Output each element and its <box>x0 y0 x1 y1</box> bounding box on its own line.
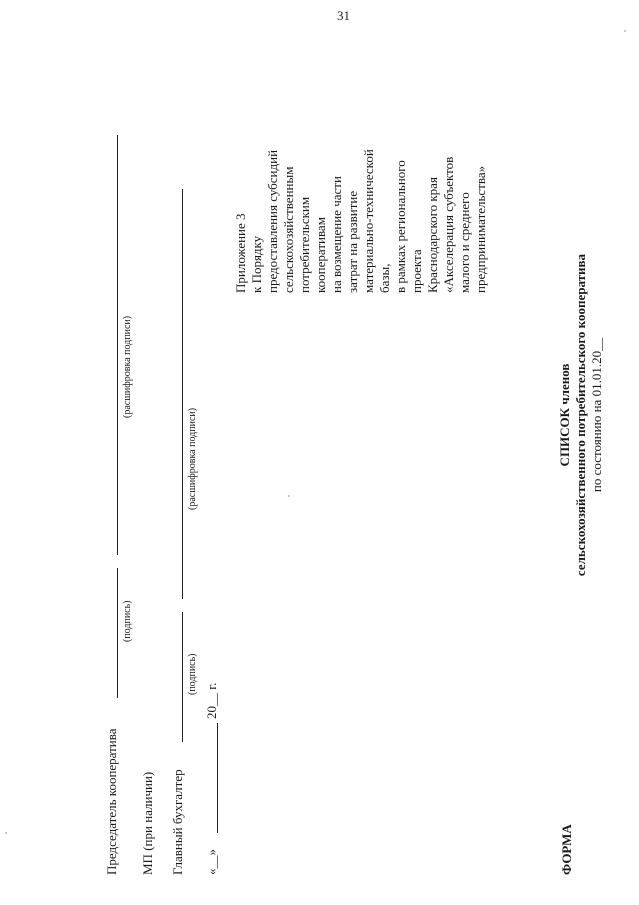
accountant-sign-line <box>182 612 183 742</box>
appendix-line: малого и среднего <box>457 192 472 293</box>
title-line-1: СПИСОК членов <box>557 363 572 467</box>
title-line-3: по состоянию на 01.01.20__ <box>589 337 604 493</box>
appendix-line: сельскохозяйственным <box>281 166 296 293</box>
appendix-line: базы, <box>377 263 392 293</box>
scan-speck <box>5 832 7 834</box>
appendix-line: проекта <box>409 249 424 293</box>
accountant-decode-caption: (расшифровка подписи) <box>187 407 198 510</box>
accountant-sign-caption: (подпись) <box>187 653 198 695</box>
date-year: 20__ г. <box>204 682 219 719</box>
appendix-line: потребительским <box>297 196 312 293</box>
chairman-sign-line <box>117 568 118 698</box>
date-prefix: «__» <box>204 849 219 875</box>
appendix-line: к Порядку <box>249 235 264 293</box>
title-line-2: сельскохозяйственного потребительского кооператива <box>573 253 588 577</box>
appendix-line: предпринимательства» <box>473 165 488 293</box>
form-label: ФОРМА <box>559 824 574 875</box>
appendix-line: в рамках регионального <box>393 160 408 293</box>
accountant-decode-line <box>182 189 183 599</box>
chairman-sign-caption: (подпись) <box>122 600 133 642</box>
appendix-line: материально-технической <box>361 149 376 293</box>
accountant-label: Главный бухгалтер <box>170 769 185 875</box>
appendix-line: Приложение 3 <box>233 213 248 293</box>
page-number: 31 <box>337 8 350 23</box>
appendix-line: на возмещение части <box>329 176 344 293</box>
chairman-decode-line <box>117 135 118 555</box>
appendix-line: Краснодарского края <box>425 177 440 293</box>
appendix-line: «Акселерация субъектов <box>441 156 456 293</box>
scan-speck <box>288 495 290 497</box>
appendix-line: кооперативам <box>313 217 328 293</box>
chairman-decode-caption: (расшифровка подписи) <box>122 315 133 418</box>
chairman-label: Председатель кооператива <box>104 728 119 875</box>
seal-label: МП (при наличии) <box>140 771 155 875</box>
date-line <box>217 723 218 833</box>
appendix-line: затрат на развитие <box>345 190 360 293</box>
appendix-line: предоставления субсидий <box>265 149 280 293</box>
appendix-block <box>233 0 489 293</box>
scan-speck <box>624 30 626 32</box>
